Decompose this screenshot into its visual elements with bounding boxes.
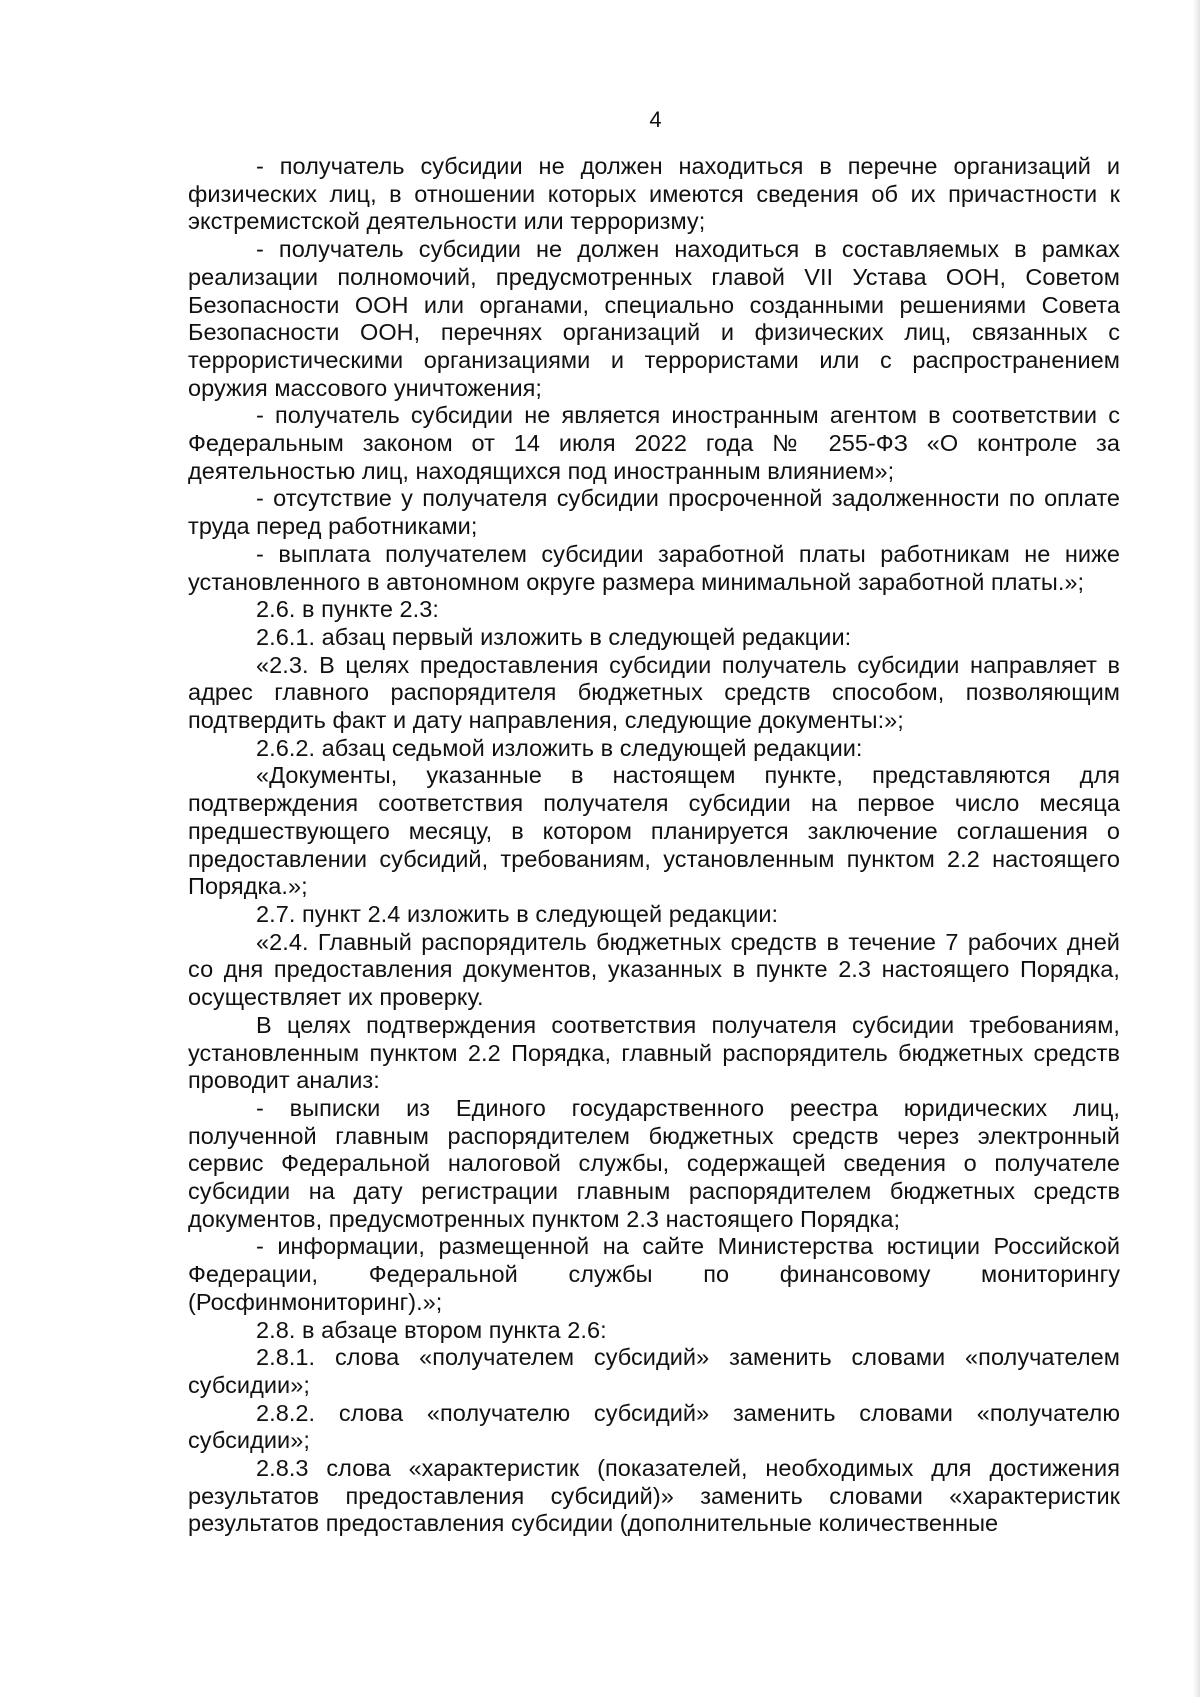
paragraph: - выписки из Единого государственного реестра юридических лиц, полученной главным распорядителем бюджетных средств через электронный сервис Федеральной налоговой службы, содержащей сведения о получателе субсидии на дату регистрации главным распорядителем бюджетных средств документов, предусмотренных пунктом 2.3 настоящего Порядка; <box>188 1094 1120 1232</box>
document-body <box>188 153 1120 1538</box>
paragraph: - информации, размещенной на сайте Министерства юстиции Российской Федерации, Федеральной службы по финансовому мониторингу (Росфинмониторинг).»; <box>188 1233 1120 1315</box>
paragraph: - получатель субсидии не должен находиться в составляемых в рамках реализации полномочий, предусмотренных главой VII Устава ООН, Советом Безопасности ООН или органами, специально созданными решениями Совета Безопасности ООН, перечнях организаций и физических лиц, связанных с террористическими организациями и террористами или с распространением оружия массового уничтожения; <box>188 236 1120 401</box>
paragraph: 2.8.2. слова «получателю субсидий» заменить словами «получателю субсидии»; <box>188 1399 1120 1454</box>
paragraph: - получатель субсидии не является иностранным агентом в соответствии с Федеральным законом от 14 июля 2022 года № 255-ФЗ «О контроле за деятельностью лиц, находящихся под иностранным влиянием»; <box>188 402 1120 484</box>
paragraph: В целях подтверждения соответствия получателя субсидии требованиям, установленным пунктом 2.2 Порядка, главный распорядитель бюджетных средств проводит анализ: <box>188 1011 1120 1094</box>
paragraph: - получатель субсидии не должен находиться в перечне организаций и физических лиц, в отношении которых имеются сведения об их причастности к экстремистской деятельности или терроризму; <box>188 153 1120 235</box>
paragraph: 2.7. пункт 2.4 изложить в следующей редакции: <box>256 900 779 927</box>
paragraph: 2.8. в абзаце втором пункта 2.6: <box>256 1316 607 1343</box>
paragraph: 2.6.2. абзац седьмой изложить в следующей редакции: <box>256 734 863 761</box>
paragraph: 2.8.3 слова «характеристик (показателей, необходимых для достижения результатов предоставления субсидий)» заменить словами «характеристик результатов предоставления субсидии (дополнительные количественные <box>188 1455 1120 1537</box>
paragraph: - отсутствие у получателя субсидии просроченной задолженности по оплате труда перед работниками; <box>188 485 1120 540</box>
paragraph: 2.6.1. абзац первый изложить в следующей редакции: <box>256 623 852 650</box>
paragraph: 2.8.1. слова «получателем субсидий» заменить словами «получателем субсидии»; <box>188 1344 1120 1398</box>
paragraph: - выплата получателем субсидии заработной платы работникам не ниже установленного в автономном округе размера минимальной заработной платы.»; <box>188 540 1120 595</box>
paragraph: «Документы, указанные в настоящем пункте, представляются для подтверждения соответствия получателя субсидии на первое число месяца предшествующего месяцу, в котором планируется заключение соглашения о предоставлении субсидий, требованиям, установленным пунктом 2.2 настоящего Порядка.»; <box>188 762 1120 900</box>
page-number: 4 <box>649 107 662 132</box>
scan-edge-shadow <box>1193 0 1200 1697</box>
paragraph: 2.6. в пункте 2.3: <box>256 596 439 623</box>
paragraph: «2.3. В целях предоставления субсидии получатель субсидии направляет в адрес главного распорядителя бюджетных средств способом, позволяющим подтвердить факт и дату направления, следующие документы:»; <box>188 651 1120 734</box>
paragraph: «2.4. Главный распорядитель бюджетных средств в течение 7 рабочих дней со дня предоставления документов, указанных в пункте 2.3 настоящего Порядка, осуществляет их проверку. <box>188 928 1120 1011</box>
